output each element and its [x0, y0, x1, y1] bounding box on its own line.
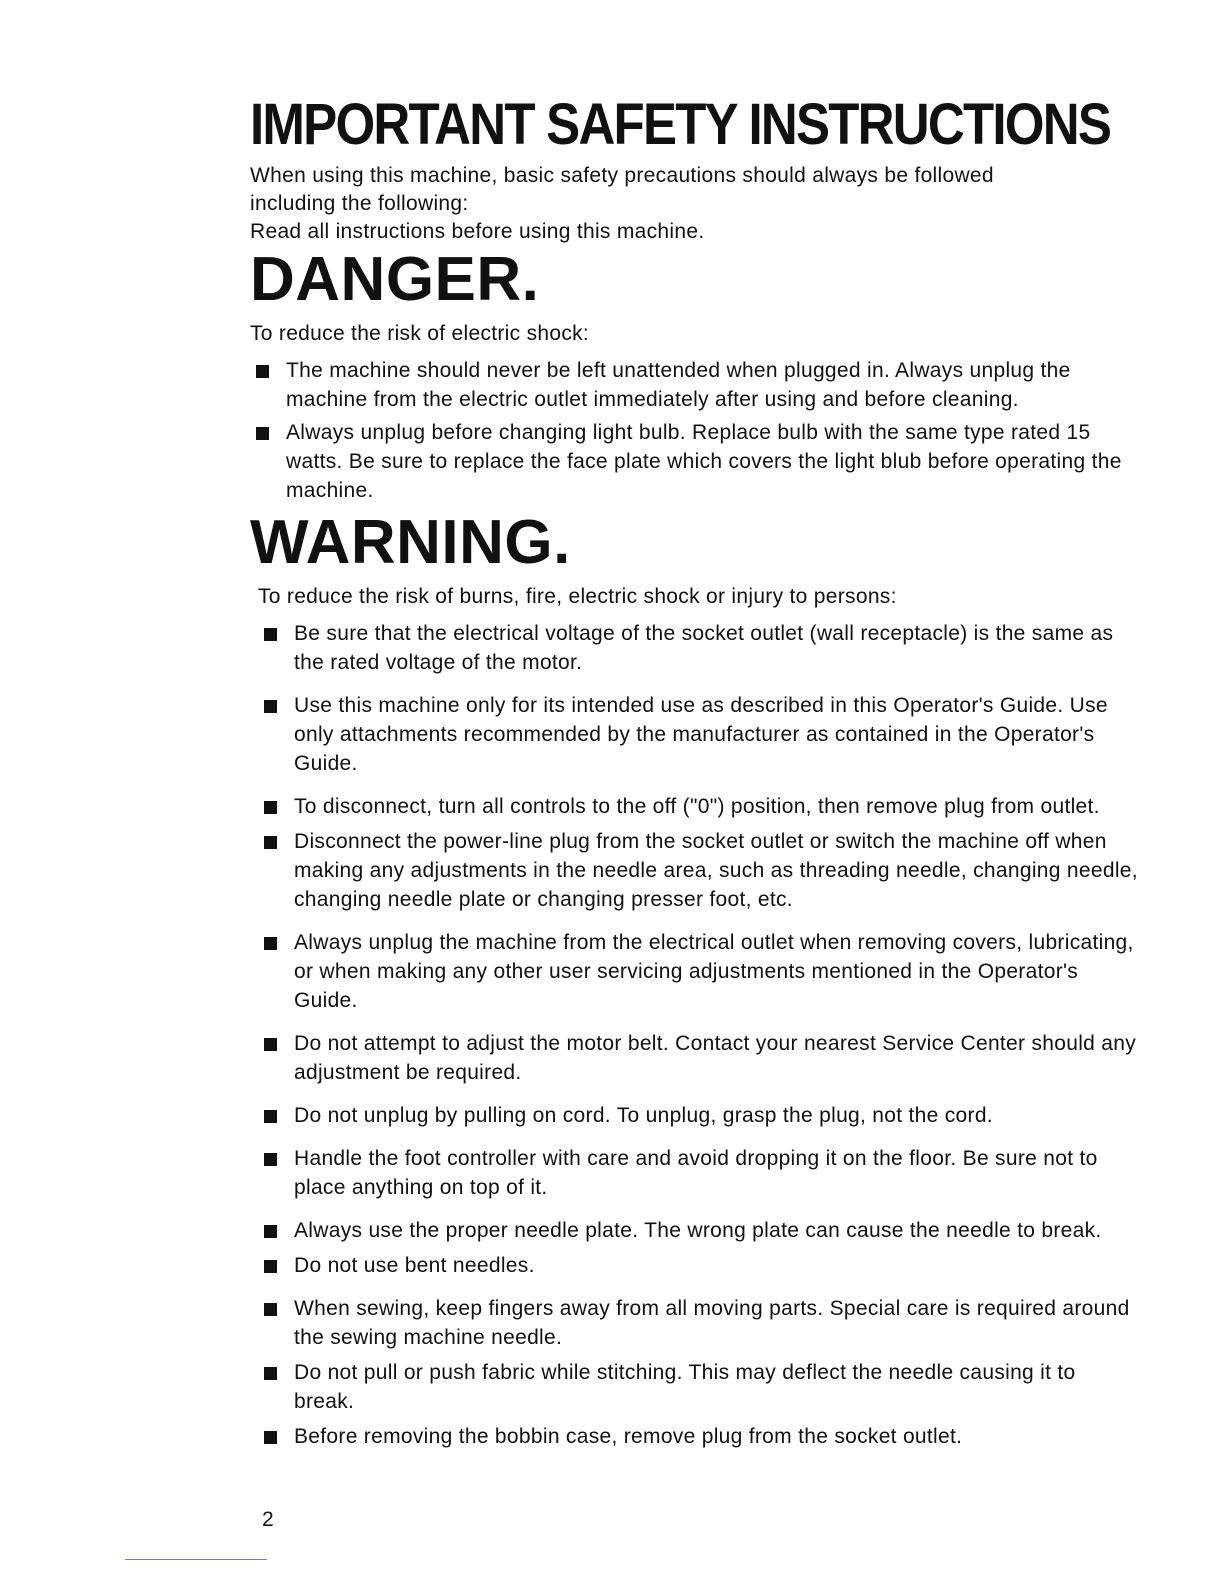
danger-lead: To reduce the risk of electric shock: [250, 322, 590, 345]
square-bullet-icon [264, 700, 277, 713]
square-bullet-icon [264, 628, 277, 641]
list-item [258, 1101, 1140, 1130]
square-bullet-icon [264, 1225, 277, 1238]
square-bullet-icon [264, 1260, 277, 1273]
list-item-text: Disconnect the power-line plug from the socket outlet or switch the machine off when making any adjustments in the needle area, such as threading needle, changing needle, changing needle plate or changing presser foot, etc. [294, 830, 1138, 911]
list-item [258, 1144, 1140, 1202]
list-item-text: Do not use bent needles. [294, 1254, 535, 1277]
square-bullet-icon [264, 836, 277, 849]
document-page [250, 92, 1140, 1457]
warning-heading: WARNING. [250, 508, 571, 577]
list-item-text: Handle the foot controller with care and avoid dropping it on the floor. Be sure not to place anything on top of it. [294, 1147, 1098, 1199]
list-item-text: Do not unplug by pulling on cord. To unplug, grasp the plug, not the cord. [294, 1104, 993, 1127]
square-bullet-icon [264, 1153, 277, 1166]
warning-list [258, 619, 1140, 1451]
list-item [258, 1029, 1140, 1087]
list-item-text: When sewing, keep fingers away from all moving parts. Special care is required around the sewing machine needle. [294, 1297, 1130, 1349]
list-item-text: Always unplug before changing light bulb. Replace bulb with the same type rated 15 watts. Be sure to replace the face plate which covers the light blub before operating the machine. [286, 421, 1122, 502]
square-bullet-icon [264, 1303, 277, 1316]
list-item-text: Do not attempt to adjust the motor belt. Contact your nearest Service Center should any adjustment be required. [294, 1032, 1137, 1084]
warning-lead: To reduce the risk of burns, fire, electric shock or injury to persons: [258, 585, 897, 608]
danger-list [250, 356, 1140, 505]
list-item [258, 691, 1140, 778]
intro-line: When using this machine, basic safety precautions should always be followed [250, 164, 994, 187]
list-item [258, 1422, 1140, 1451]
list-item [258, 1358, 1140, 1416]
square-bullet-icon [256, 427, 269, 440]
list-item [258, 827, 1140, 914]
square-bullet-icon [264, 1431, 277, 1444]
intro-line: including the following: [250, 192, 469, 215]
list-item-text: Use this machine only for its intended use as described in this Operator's Guide. Use only attachments recommended by the manufacturer as contained in the Operator's Guide. [294, 694, 1108, 775]
list-item-text: Before removing the bobbin case, remove plug from the socket outlet. [294, 1425, 963, 1448]
bottom-rule [125, 1559, 267, 1560]
list-item-text: The machine should never be left unattended when plugged in. Always unplug the machine from the electric outlet immediately after using and before cleaning. [286, 359, 1071, 411]
list-item [250, 418, 1140, 505]
danger-heading: DANGER. [250, 245, 540, 314]
list-item-text: Always unplug the machine from the electrical outlet when removing covers, lubricating, or when making any other user servicing adjustments mentioned in the Operator's Guide. [294, 931, 1134, 1012]
page-number: 2 [262, 1508, 274, 1531]
square-bullet-icon [264, 1110, 277, 1123]
list-item [258, 1294, 1140, 1352]
page-title: IMPORTANT SAFETY INSTRUCTIONS [250, 92, 1111, 157]
list-item [258, 1216, 1140, 1245]
square-bullet-icon [264, 937, 277, 950]
list-item [258, 792, 1140, 821]
square-bullet-icon [264, 1367, 277, 1380]
list-item-text: Be sure that the electrical voltage of the socket outlet (wall receptacle) is the same as the rated voltage of the motor. [294, 622, 1114, 674]
list-item [250, 356, 1140, 414]
list-item-text: Do not pull or push fabric while stitching. This may deflect the needle causing it to break. [294, 1361, 1076, 1413]
square-bullet-icon [264, 1038, 277, 1051]
list-item [258, 928, 1140, 1015]
list-item [258, 1251, 1140, 1280]
list-item [258, 619, 1140, 677]
list-item-text: To disconnect, turn all controls to the off ("0") position, then remove plug from outlet. [294, 795, 1100, 818]
intro-block [250, 162, 1140, 246]
square-bullet-icon [256, 365, 269, 378]
intro-line: Read all instructions before using this machine. [250, 220, 705, 243]
square-bullet-icon [264, 801, 277, 814]
list-item-text: Always use the proper needle plate. The wrong plate can cause the needle to break. [294, 1219, 1102, 1242]
